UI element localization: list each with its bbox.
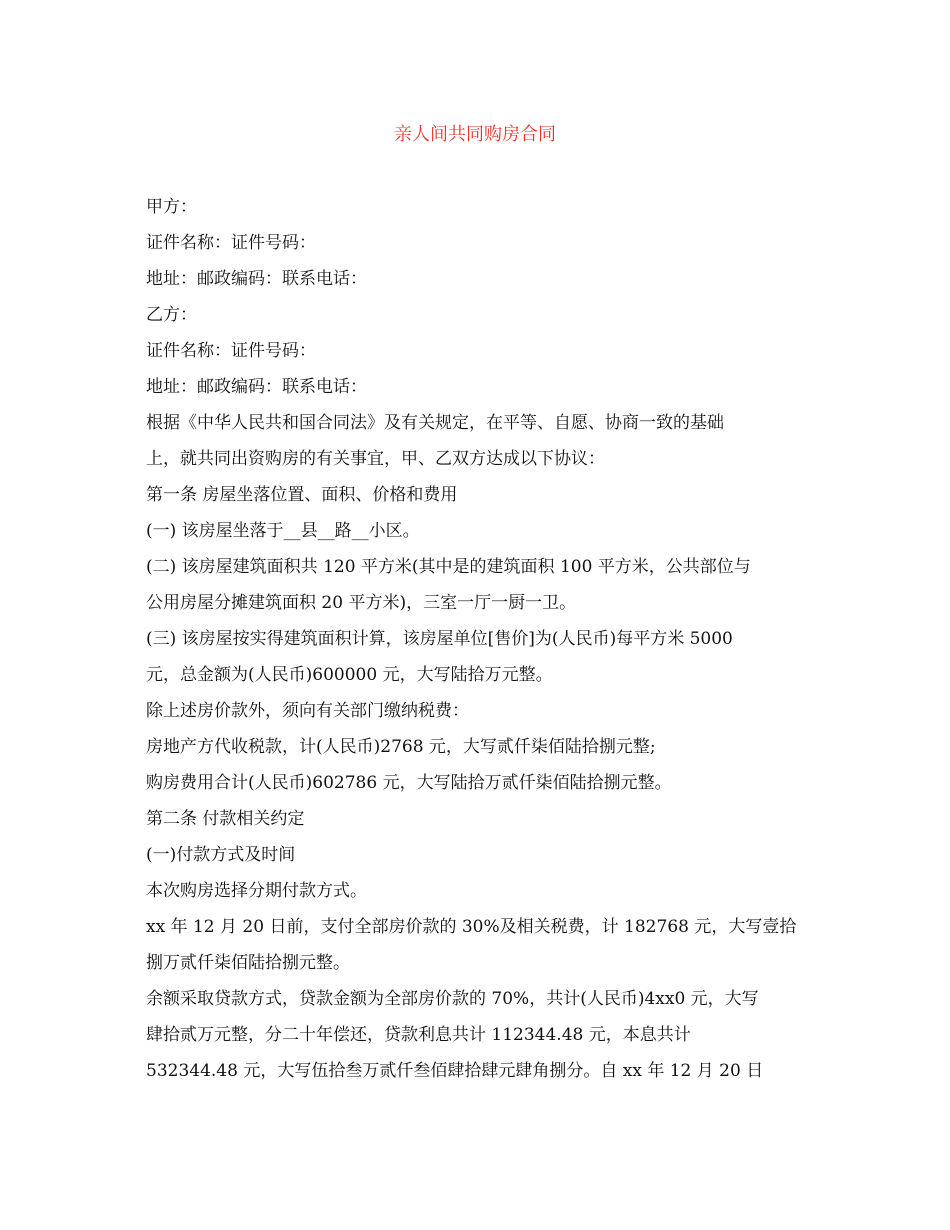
clause-line: (三) 该房屋按实得建筑面积计算，该房屋单位[售价]为(人民币)每平方米 5000 [146,629,733,649]
clause-line: xx 年 12 月 20 日前，支付全部房价款的 30%及相关税费，计 182768 元，大写壹拾 [146,917,797,937]
clause-line: (一)付款方式及时间 [146,845,296,865]
document-title: 亲人间共同购房合同 [394,124,556,145]
article-two-heading: 第二条 付款相关约定 [146,809,305,829]
clause-line: 房地产方代收税款，计(人民币)2768 元，大写贰仟柒佰陆拾捌元整; [146,737,656,757]
party-b-id-line: 证件名称：证件号码： [146,341,316,361]
clause-line: (二) 该房屋建筑面积共 120 平方米(其中是的建筑面积 100 平方米，公共部位与 [146,557,751,577]
article-one-heading: 第一条 房屋坐落位置、面积、价格和费用 [146,485,458,505]
clause-line: 肆拾贰万元整，分二十年偿还，贷款利息共计 112344.48 元，本息共计 [146,1025,691,1045]
party-a-address-line: 地址：邮政编码：联系电话： [146,269,367,289]
party-a-id-line: 证件名称：证件号码： [146,233,316,253]
party-a-label: 甲方： [146,197,197,217]
contract-body [146,194,806,1094]
clause-line: 本次购房选择分期付款方式。 [146,881,367,901]
party-b-address-line: 地址：邮政编码：联系电话： [146,377,367,397]
party-b-label: 乙方： [146,305,197,325]
preamble-line: 根据《中华人民共和国合同法》及有关规定，在平等、自愿、协商一致的基础 [146,413,724,433]
clause-line: 公用房屋分摊建筑面积 20 平方米)，三室一厅一厨一卫。 [146,593,577,613]
clause-line: (一) 该房屋坐落于__县__路__小区。 [146,521,420,541]
clause-line: 捌万贰仟柒佰陆拾捌元整。 [146,953,350,973]
preamble-line: 上，就共同出资购房的有关事宜，甲、乙双方达成以下协议： [146,449,605,469]
clause-line: 元，总金额为(人民币)600000 元，大写陆拾万元整。 [146,665,553,685]
clause-line: 除上述房价款外，须向有关部门缴纳税费： [146,701,469,721]
clause-line: 532344.48 元，大写伍拾叁万贰仟叁佰肆拾肆元肆角捌分。自 xx 年 12 月 20 日 [146,1061,764,1081]
clause-line: 购房费用合计(人民币)602786 元，大写陆拾万贰仟柒佰陆拾捌元整。 [146,773,672,793]
clause-line: 余额采取贷款方式，贷款金额为全部房价款的 70%，共计(人民币)4xx0 元，大写 [146,989,759,1009]
